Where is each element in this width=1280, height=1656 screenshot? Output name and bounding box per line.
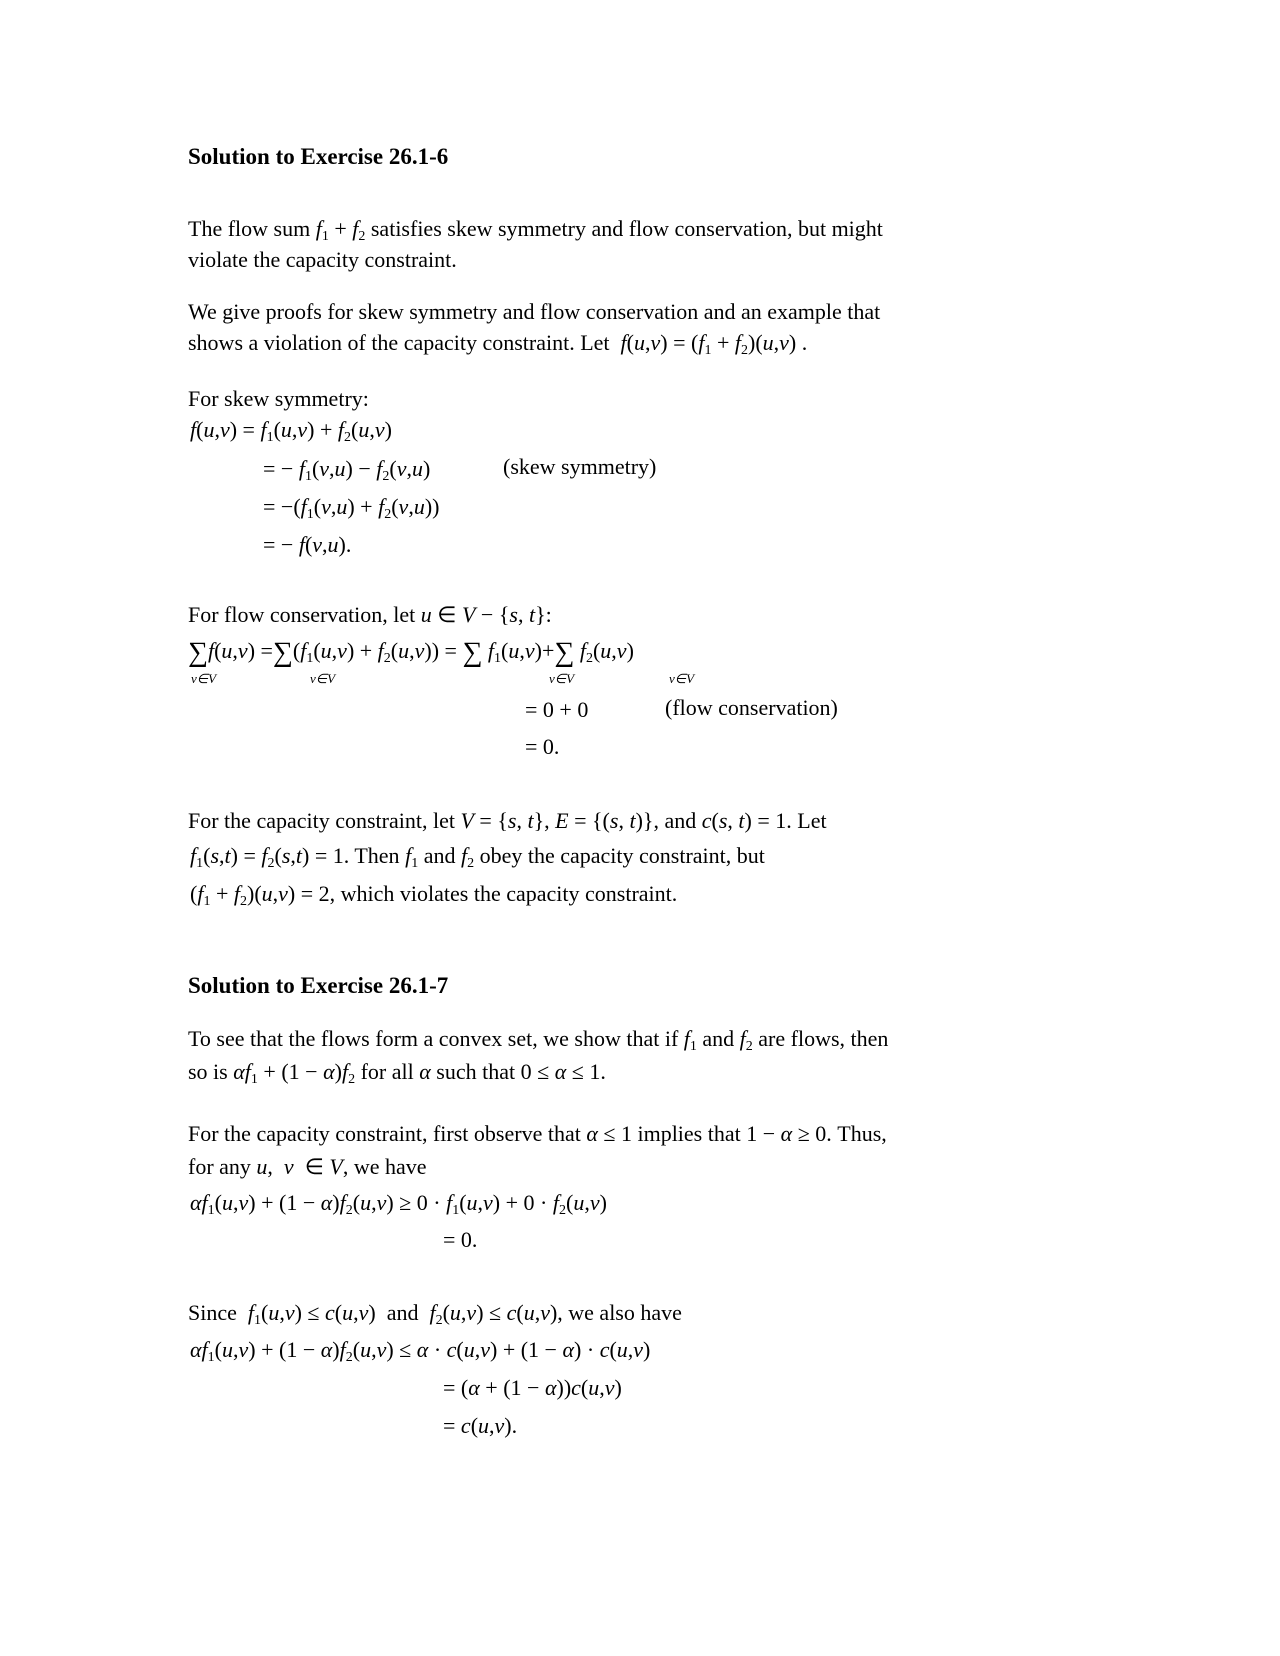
- paragraph-line: for any u, v ∈ V, we have: [188, 1154, 427, 1179]
- equation-line: = − f(v,u).: [263, 532, 352, 557]
- paragraph-line: $(f_1 + f_2)(u,v) = 2$, which violates the capacity constraint.: [190, 881, 678, 909]
- paragraph-line: shows a violation of the capacity constraint. Let $f(u,v) = (f_1 + f_2)(u,v)$ .: [188, 330, 808, 358]
- text-span: so is: [188, 1059, 228, 1084]
- equation-line: $f(u,v) = f_1(u,v) + f_2(u,v)$: [190, 417, 392, 445]
- equation-line: = c(u,v).: [443, 1413, 518, 1438]
- text-span: For the capacity constraint, first observe that: [188, 1121, 581, 1146]
- equation-line: $\alpha f_1(u,v) + (1 - \alpha)f_2(u,v) \le \alpha \cdot c(u,v) + (1 - \alpha) \cdot c(u,v)$: [190, 1337, 651, 1365]
- paragraph-line: $f_1(s,t) = f_2(s,t) = 1$. Then $f_1$ and $f_2$ obey the capacity constraint, but: [190, 843, 765, 871]
- paragraph-line: We give proofs for skew symmetry and flow conservation and an example that: [188, 299, 881, 324]
- text-span: For flow conservation, let: [188, 602, 416, 627]
- flow-label: For flow conservation, let u ∈ V − {s, t}:: [188, 602, 552, 627]
- equation-line: $\sum f(u,v) =\sum(f_1(u,v) + f_2(u,v))$ = ∑ $f_1(u,v)+\sum$ $f_2(u,v)$: [188, 637, 634, 668]
- equation-line: = $-(f_1(v,u) + f_2(v,u))$: [263, 494, 440, 522]
- paragraph-line: Since $f_1(u,v) \le c(u,v)$ and $f_2(u,v) \le c(u,v)$, we also have: [188, 1300, 682, 1328]
- paragraph-line: To see that the flows form a convex set, we show that if $f_1$ and $f_2$ are flows, then: [188, 1026, 889, 1054]
- paragraph-line: violate the capacity constraint.: [188, 247, 457, 272]
- text-span: are flows, then: [758, 1026, 889, 1051]
- text-span: . Then: [343, 843, 400, 868]
- text-span: , we also have: [557, 1300, 682, 1325]
- equation-line: = − $f_1(v,u) - f_2(v,u)$: [263, 456, 431, 484]
- paragraph-line: For the capacity constraint, let V = {s, t}, E = {(s, t)}, and c(s, t) = 1. Let: [188, 808, 827, 833]
- text-span: and: [386, 1300, 419, 1325]
- text-span: for any: [188, 1154, 251, 1179]
- equation-line: = 0.: [443, 1227, 478, 1252]
- text-span: satisfies skew symmetry and flow conservation, but might: [370, 216, 883, 241]
- text-span: obey the capacity constraint, but: [479, 843, 765, 868]
- text-span: , which violates the capacity constraint.: [329, 881, 678, 906]
- text-span: To see that the flows form a convex set, we show that if: [188, 1026, 679, 1051]
- sum-limit: v∈V: [549, 671, 575, 686]
- sum-limit: v∈V: [310, 671, 336, 686]
- text-span: implies that: [637, 1121, 741, 1146]
- equation-note: (flow conservation): [665, 695, 838, 720]
- sum-limit: v∈V: [669, 671, 695, 686]
- text-span: . Thus,: [826, 1121, 887, 1146]
- skew-label: For skew symmetry:: [188, 386, 369, 411]
- sum-limit: v∈V: [191, 671, 217, 686]
- section-heading-26-1-7: Solution to Exercise 26.1-7: [188, 973, 449, 998]
- equation-note: (skew symmetry): [503, 454, 657, 479]
- equation-line: = (α + (1 − α))c(u,v): [443, 1375, 622, 1400]
- equation-line: = 0 + 0: [525, 697, 589, 722]
- paragraph-line: For the capacity constraint, first observe that α ≤ 1 implies that 1 − α ≥ 0. Thus,: [188, 1121, 887, 1146]
- text-span: Since: [188, 1300, 237, 1325]
- equation-line: = 0.: [525, 734, 560, 759]
- equation-line: $\alpha f_1(u,v) + (1 - \alpha)f_2(u,v) \ge 0 \cdot f_1(u,v) + 0 \cdot f_2(u,v)$: [190, 1190, 607, 1218]
- text-span: For the capacity constraint, let: [188, 808, 455, 833]
- paragraph-line: The flow sum $f_1 + f_2$ satisfies skew symmetry and flow conservation, but might: [188, 216, 883, 244]
- text-span: , we have: [342, 1154, 427, 1179]
- section-heading-26-1-6: Solution to Exercise 26.1-6: [188, 144, 449, 169]
- text-span: shows a violation of the capacity constraint. Let: [188, 330, 610, 355]
- paragraph-line: so is $\alpha f_1 + (1 - \alpha)f_2$ for all α such that 0 ≤ α ≤ 1.: [188, 1059, 606, 1087]
